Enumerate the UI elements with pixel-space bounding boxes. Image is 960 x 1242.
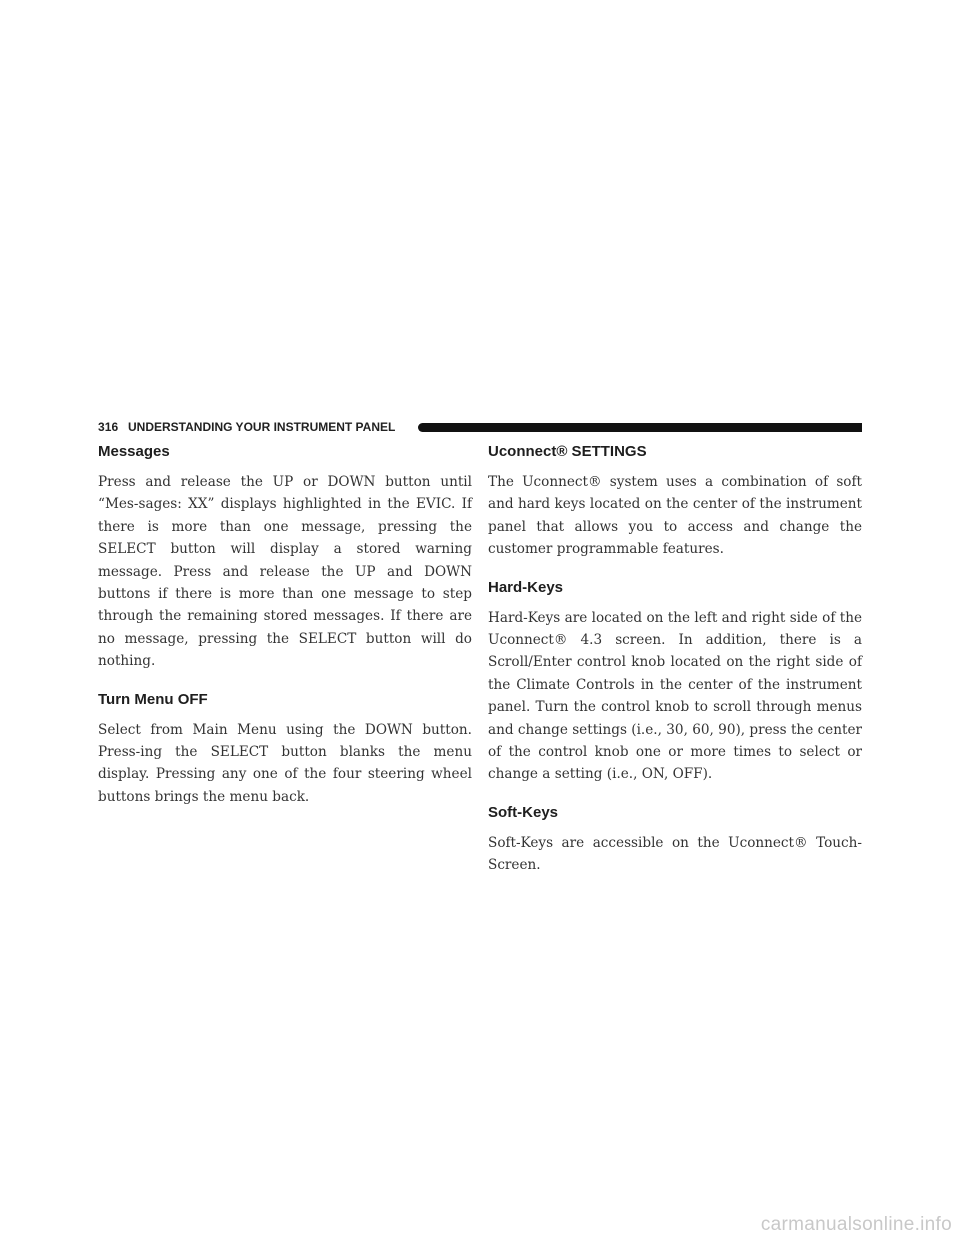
uconnect-settings-body: The Uconnect® system uses a combination of soft and hard keys located on the center of the instrument panel that allows you to access and change the customer programmable features. (488, 474, 862, 558)
header-rule (418, 423, 862, 432)
soft-keys-heading: Soft-Keys (488, 803, 559, 821)
hard-keys-body: Hard-Keys are located on the left and right side of the Uconnect® 4.3 screen. In addition, there is a Scroll/Enter control knob located on the right side of the Climate Controls in the center of the instrument panel. Turn the control knob to scroll through menus and change settings (i.e., 30, 60, 90), press the center of the control knob one or more times to select or change a setting (i.e., ON, OFF). (488, 609, 862, 783)
turn-menu-off-body: Select from Main Menu using the DOWN button. Press-ing the SELECT button blanks the menu display. Pressing any one of the four steering wheel buttons brings the menu back. (98, 721, 472, 805)
soft-keys-body: Soft-Keys are accessible on the Uconnect® Touch-Screen. (488, 834, 862, 874)
section-title: UNDERSTANDING YOUR INSTRUMENT PANEL (128, 420, 396, 434)
page-header (98, 419, 862, 435)
left-column (98, 442, 472, 808)
turn-menu-off-heading: Turn Menu OFF (98, 690, 208, 708)
messages-heading: Messages (98, 443, 170, 460)
uconnect-settings-heading: Uconnect® SETTINGS (488, 443, 647, 460)
right-column (488, 442, 862, 877)
watermark-link[interactable]: carmanualsonline.info (760, 1214, 952, 1235)
hard-keys-heading: Hard-Keys (488, 578, 564, 596)
page-number: 316 (98, 420, 119, 434)
messages-body: Press and release the UP or DOWN button until “Mes-sages: XX” displays highlighted in the EVIC. If there is more than one message, pressing the SELECT button will display a stored warning message. Press and release the UP and DOWN buttons if there is more than one message to step through the remaining stored messages. If there are no message, pressing the SELECT button will do nothing. (98, 474, 472, 670)
